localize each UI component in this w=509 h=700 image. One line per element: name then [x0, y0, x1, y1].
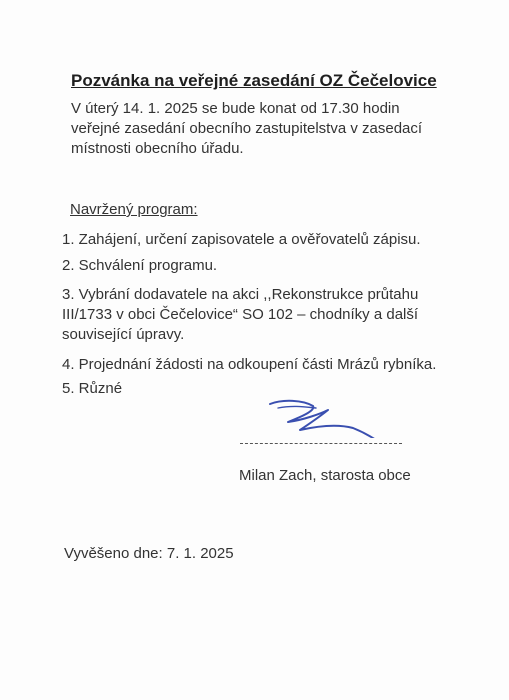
agenda-line: související úpravy. [62, 326, 185, 343]
agenda-item-3 [62, 285, 418, 345]
agenda-item-4 [62, 355, 436, 375]
agenda-item-2 [62, 256, 217, 276]
signer-name: Milan Zach, starosta obce [239, 467, 411, 484]
agenda-item-1 [62, 230, 421, 250]
posted-date: Vyvěšeno dne: 7. 1. 2025 [64, 545, 234, 562]
agenda-line: 5. Různé [62, 380, 123, 397]
agenda-line: 3. Vybrání dodavatele na akci ,,Rekonstrukce průtahu [62, 286, 419, 303]
intro-line: veřejné zasedání obecního zastupitelstva v zasedací [71, 120, 423, 137]
program-heading: Navržený program: [70, 201, 198, 218]
handwritten-signature [258, 396, 378, 438]
signature-line [240, 443, 402, 444]
intro-paragraph [71, 99, 451, 159]
document-title: Pozvánka na veřejné zasedání OZ Čečelovice [71, 71, 437, 90]
agenda-line: III/1733 v obci Čečelovice“ SO 102 – chodníky a další [62, 306, 419, 323]
agenda-line: 1. Zahájení, určení zapisovatele a ověřovatelů zápisu. [62, 231, 421, 248]
intro-line: místnosti obecního úřadu. [71, 140, 244, 157]
agenda-item-5 [62, 379, 122, 399]
agenda-line: 2. Schválení programu. [62, 257, 218, 274]
agenda-line: 4. Projednání žádosti na odkoupení části Mrázů rybníka. [62, 356, 437, 373]
intro-line: V úterý 14. 1. 2025 se bude konat od 17.30 hodin [71, 100, 400, 117]
